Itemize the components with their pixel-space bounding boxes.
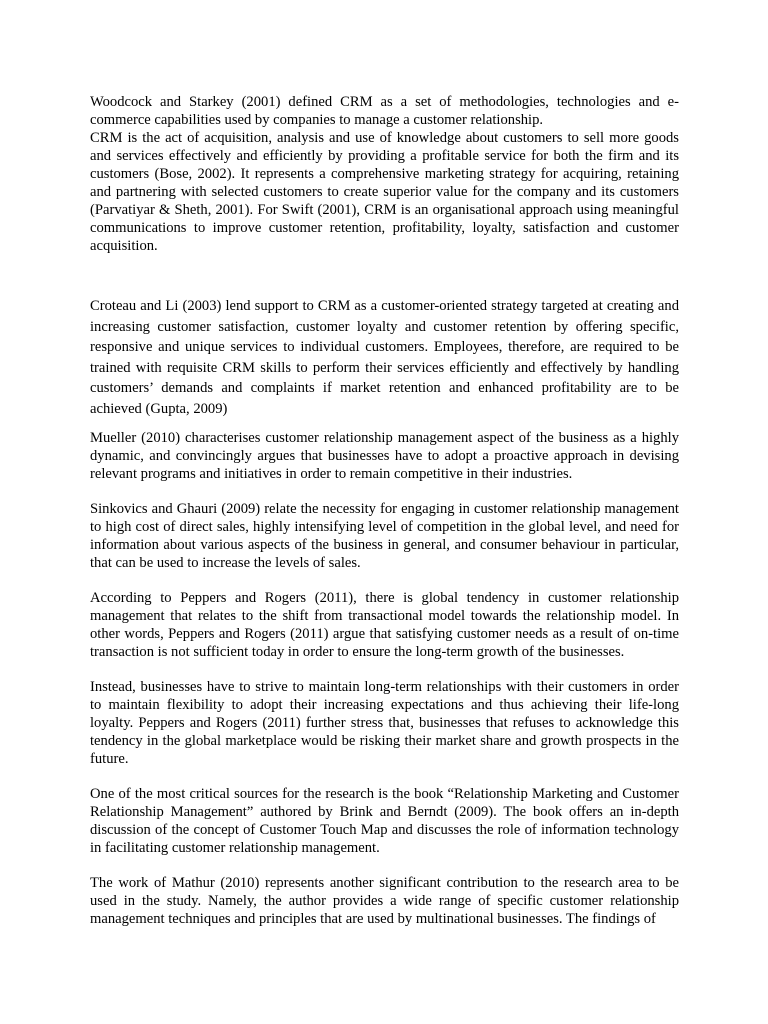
paragraph-brink-berndt: One of the most critical sources for the research is the book “Relationship Marketing and Customer Relationship Management” authored by Brink and Berndt (2009). The book offers an in-depth discussion of the concept of Customer Touch Map and discusses the role of information technology in facilitating customer relationship management. xyxy=(90,786,679,856)
paragraph-crm-definition: CRM is the act of acquisition, analysis and use of knowledge about customers to sell more goods and services effectively and efficiently by providing a profitable service for both the firm and its customers (Bose, 2002). It represents a comprehensive marketing strategy for acquiring, retaining and partnering with selected customers to create superior value for the company and its customers (Parvatiyar & Sheth, 2001). For Swift (2001), CRM is an organisational approach using meaningful communications to improve customer retention, profitability, loyalty, satisfaction and customer acquisition. xyxy=(90,130,679,254)
paragraph-mathur: The work of Mathur (2010) represents another significant contribution to the research area to be used in the study. Namely, the author provides a wide range of specific customer relationship management techniques and principles that are used by multinational businesses. The findings of xyxy=(90,875,679,927)
paragraph-long-term-relationships: Instead, businesses have to strive to maintain long-term relationships with their customers in order to maintain flexibility to adopt their increasing expectations and thus achieving their life-long loyalty. Peppers and Rogers (2011) further stress that, businesses that refuses to acknowledge this tendency in the global marketplace would be risking their market share and growth prospects in the future. xyxy=(90,679,679,767)
paragraph-croteau-li: Croteau and Li (2003) lend support to CRM as a customer-oriented strategy targeted at creating and increasing customer satisfaction, customer loyalty and customer retention by offering specific, responsive and unique services to individual customers. Employees, therefore, are required to be trained with requisite CRM skills to perform their services efficiently and effectively by handling customers’ demands and complaints if market retention and enhanced profitability are to be achieved (Gupta, 2009) xyxy=(90,298,679,417)
paragraph-mueller: Mueller (2010) characterises customer relationship management aspect of the business as a highly dynamic, and convincingly argues that businesses have to adopt a proactive approach in devising relevant programs and initiatives in order to remain competitive in their industries. xyxy=(90,430,679,482)
paragraph-woodcock-starkey: Woodcock and Starkey (2001) defined CRM as a set of methodologies, technologies and e-commerce capabilities used by companies to manage a customer relationship. xyxy=(90,94,679,128)
paragraph-peppers-rogers: According to Peppers and Rogers (2011), there is global tendency in customer relationship management that relates to the shift from transactional model towards the relationship model. In other words, Peppers and Rogers (2011) argue that satisfying customer needs as a result of on-time transaction is not sufficient today in order to ensure the long-term growth of the businesses. xyxy=(90,590,679,660)
paragraph-sinkovics-ghauri: Sinkovics and Ghauri (2009) relate the necessity for engaging in customer relationship management to high cost of direct sales, highly intensifying level of competition in the global level, and need for information about various aspects of the business in general, and consumer behaviour in particular, that can be used to increase the levels of sales. xyxy=(90,501,679,571)
